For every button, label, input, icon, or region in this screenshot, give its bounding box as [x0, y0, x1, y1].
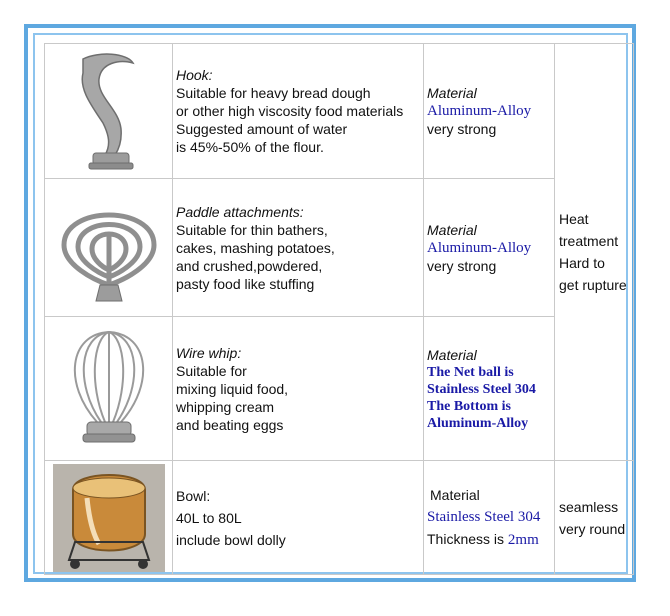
- material-value: The Net ball is: [427, 364, 514, 380]
- material-value: The Bottom is: [427, 398, 511, 414]
- paddle-description: [173, 179, 424, 317]
- extra-line: get rupture: [559, 277, 627, 293]
- whip-image-cell: [45, 317, 173, 461]
- thickness-line: [427, 528, 554, 551]
- hook-title: Hook:: [176, 67, 213, 83]
- desc-line: and crushed,powdered,: [176, 257, 323, 274]
- table-row: [45, 179, 634, 317]
- dough-hook-icon: [69, 49, 149, 174]
- mixing-bowl-icon: [53, 464, 165, 572]
- table-row: [45, 44, 634, 179]
- extra-line: Heat: [559, 211, 589, 227]
- material-note: very strong: [427, 257, 497, 274]
- table-row: [45, 461, 634, 575]
- extra-line: Hard to: [559, 255, 605, 271]
- desc-line: and beating eggs: [176, 416, 284, 433]
- bowl-image-cell: [45, 461, 173, 575]
- material-value: Stainless Steel 304: [427, 381, 536, 397]
- thickness-value: 2mm: [507, 532, 539, 548]
- flat-beater-icon: [54, 185, 164, 310]
- desc-line: include bowl dolly: [176, 531, 286, 548]
- material-value: Aluminum-Alloy: [427, 103, 532, 119]
- desc-line: pasty food like stuffing: [176, 275, 315, 292]
- whip-title: Wire whip:: [176, 344, 242, 361]
- table-row: [45, 317, 634, 461]
- paddle-title: Paddle attachments:: [176, 203, 304, 220]
- bowl-title: Bowl:: [176, 487, 211, 504]
- desc-line: Suitable for thin bathers,: [176, 221, 328, 238]
- desc-line: is 45%-50% of the flour.: [176, 139, 324, 155]
- whip-material: [424, 317, 555, 461]
- material-value: Stainless Steel 304: [427, 509, 541, 525]
- desc-line: Suitable for: [176, 362, 247, 379]
- desc-line: whipping cream: [176, 398, 275, 415]
- extra-line: very round: [559, 520, 626, 537]
- desc-line: mixing liquid food,: [176, 380, 289, 397]
- whip-description: [173, 317, 424, 461]
- material-label: Material: [430, 487, 480, 503]
- heat-treatment-cell: [555, 44, 634, 461]
- material-value: Aluminum-Alloy: [427, 239, 532, 256]
- desc-line: Suitable for heavy bread dough: [176, 85, 371, 101]
- material-label: Material: [427, 85, 477, 101]
- paddle-material: [424, 179, 555, 317]
- material-label: Material: [427, 346, 477, 363]
- desc-line: 40L to 80L: [176, 509, 242, 526]
- material-note: very strong: [427, 121, 497, 137]
- desc-line: cakes, mashing potatoes,: [176, 239, 335, 256]
- paddle-image-cell: [45, 179, 173, 317]
- hook-material: [424, 44, 555, 179]
- bowl-material: [424, 461, 555, 575]
- extra-line: treatment: [559, 233, 619, 249]
- hook-image-cell: [45, 44, 173, 179]
- bowl-description: [173, 461, 424, 575]
- spec-table: [44, 43, 634, 575]
- extra-line: seamless: [559, 498, 619, 515]
- desc-line: Suggested amount of water: [176, 121, 348, 137]
- wire-whip-icon: [59, 324, 159, 454]
- material-value: Aluminum-Alloy: [427, 415, 529, 431]
- desc-line: or other high viscosity food materials: [176, 103, 404, 119]
- bowl-extra-cell: [555, 461, 634, 575]
- thickness-label: Thickness is: [427, 531, 505, 547]
- material-label: Material: [427, 221, 477, 238]
- hook-description: [173, 44, 424, 179]
